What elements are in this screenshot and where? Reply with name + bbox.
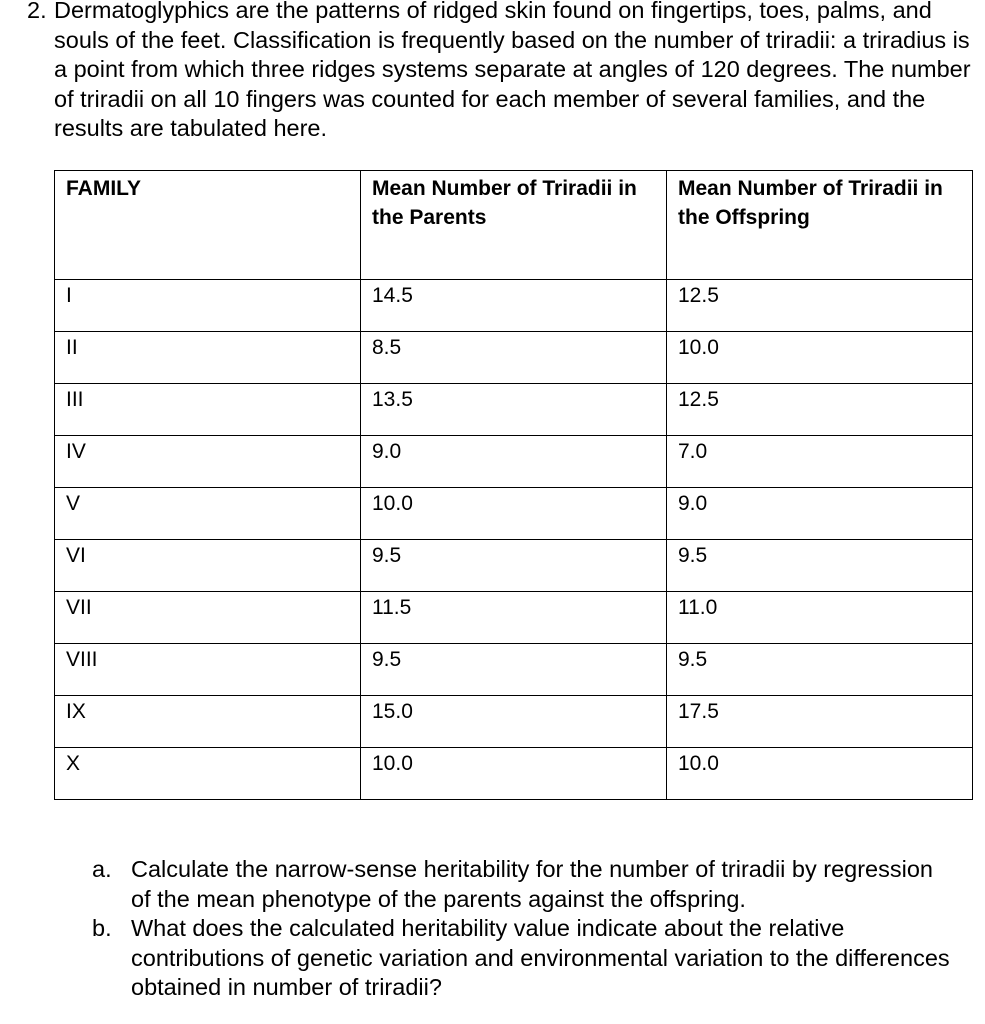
parents-mean-cell: 9.0	[361, 436, 667, 488]
offspring-mean-cell: 9.5	[667, 540, 973, 592]
offspring-mean-cell: 12.5	[667, 384, 973, 436]
family-cell: III	[55, 384, 361, 436]
question-label: b.	[92, 915, 112, 941]
table-row	[55, 696, 973, 748]
problem-statement	[27, 0, 974, 144]
parents-mean-cell: 9.5	[361, 540, 667, 592]
question-item-b	[92, 914, 952, 1003]
table-row	[55, 436, 973, 488]
offspring-mean-cell: 10.0	[667, 748, 973, 800]
parents-mean-cell: 14.5	[361, 280, 667, 332]
parents-mean-cell: 8.5	[361, 332, 667, 384]
triradii-table	[54, 170, 973, 800]
table-row	[55, 488, 973, 540]
header-parents-mean: Mean Number of Triradii in the Parents	[361, 171, 667, 280]
parents-mean-cell: 10.0	[361, 488, 667, 540]
table-row	[55, 384, 973, 436]
offspring-mean-cell: 9.5	[667, 644, 973, 696]
header-offspring-mean: Mean Number of Triradii in the Offspring	[667, 171, 973, 280]
offspring-mean-cell: 7.0	[667, 436, 973, 488]
family-cell: VII	[55, 592, 361, 644]
parents-mean-cell: 15.0	[361, 696, 667, 748]
table-row	[55, 332, 973, 384]
table-row	[55, 280, 973, 332]
family-cell: IV	[55, 436, 361, 488]
question-list	[92, 855, 952, 1003]
table-row	[55, 540, 973, 592]
question-label: a.	[92, 856, 112, 882]
header-family: FAMILY	[55, 171, 361, 280]
question-item-a	[92, 855, 952, 914]
family-cell: X	[55, 748, 361, 800]
problem-number: 2.	[27, 0, 47, 23]
family-cell: II	[55, 332, 361, 384]
parents-mean-cell: 9.5	[361, 644, 667, 696]
family-cell: I	[55, 280, 361, 332]
offspring-mean-cell: 9.0	[667, 488, 973, 540]
question-text: What does the calculated heritability value indicate about the relative contributions of genetic variation and environmental variation to the differences obtained in number of triradii?	[131, 915, 950, 1000]
offspring-mean-cell: 12.5	[667, 280, 973, 332]
parents-mean-cell: 13.5	[361, 384, 667, 436]
family-cell: IX	[55, 696, 361, 748]
question-text: Calculate the narrow-sense heritability for the number of triradii by regression of the mean phenotype of the parents against the offspring.	[131, 856, 933, 912]
offspring-mean-cell: 17.5	[667, 696, 973, 748]
family-cell: V	[55, 488, 361, 540]
parents-mean-cell: 11.5	[361, 592, 667, 644]
family-cell: VI	[55, 540, 361, 592]
offspring-mean-cell: 10.0	[667, 332, 973, 384]
problem-text: Dermatoglyphics are the patterns of ridged skin found on fingertips, toes, palms, and souls of the feet. Classification is frequently based on the number of triradii: a triradius is a point from which three ridges systems separate at angles of 120 degrees. The number of triradii on all 10 fingers was counted for each member of several families, and the results are tabulated here.	[54, 0, 971, 141]
parents-mean-cell: 10.0	[361, 748, 667, 800]
offspring-mean-cell: 11.0	[667, 592, 973, 644]
family-cell: VIII	[55, 644, 361, 696]
table-row	[55, 592, 973, 644]
table-row	[55, 748, 973, 800]
table-header-row	[55, 171, 973, 280]
table-row	[55, 644, 973, 696]
